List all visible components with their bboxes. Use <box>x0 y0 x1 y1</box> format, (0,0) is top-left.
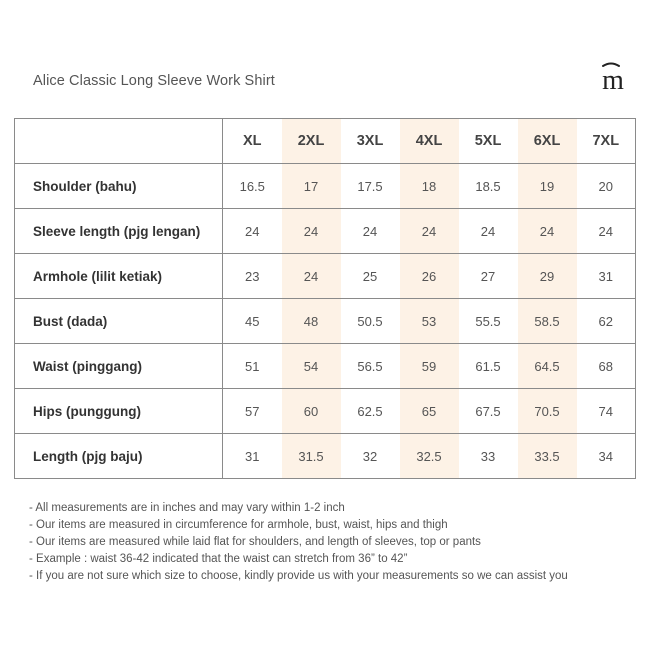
measurement-value: 51 <box>223 344 282 389</box>
measurement-label: Sleeve length (pjg lengan) <box>15 209 223 254</box>
table-row <box>15 254 636 299</box>
measurement-value: 24 <box>223 209 282 254</box>
measurement-value: 56.5 <box>341 344 400 389</box>
measurement-value: 25 <box>341 254 400 299</box>
measurement-label: Armhole (lilit ketiak) <box>15 254 223 299</box>
size-header: 7XL <box>577 119 636 164</box>
measurement-value: 57 <box>223 389 282 434</box>
measurement-value: 48 <box>282 299 341 344</box>
measurement-value: 74 <box>577 389 636 434</box>
measurement-value: 24 <box>341 209 400 254</box>
measurement-value: 62.5 <box>341 389 400 434</box>
measurement-value: 26 <box>400 254 459 299</box>
measurement-value: 32 <box>341 434 400 479</box>
measurement-value: 23 <box>223 254 282 299</box>
measurement-value: 24 <box>459 209 518 254</box>
measurement-value: 18.5 <box>459 164 518 209</box>
measurement-value: 64.5 <box>518 344 577 389</box>
size-header: 4XL <box>400 119 459 164</box>
measurement-label: Waist (pinggang) <box>15 344 223 389</box>
brand-monogram-logo <box>594 60 634 94</box>
measurement-notes <box>29 500 568 585</box>
measurement-value: 53 <box>400 299 459 344</box>
measurement-value: 31 <box>577 254 636 299</box>
measurement-value: 19 <box>518 164 577 209</box>
note-item: - Our items are measured in circumference for armhole, bust, waist, hips and thigh <box>29 519 448 531</box>
measurement-value: 32.5 <box>400 434 459 479</box>
measurement-value: 58.5 <box>518 299 577 344</box>
measurement-value: 33 <box>459 434 518 479</box>
measurement-value: 33.5 <box>518 434 577 479</box>
measurement-value: 20 <box>577 164 636 209</box>
note-item: - Example : waist 36-42 indicated that the waist can stretch from 36” to 42” <box>29 553 408 565</box>
measurement-value: 18 <box>400 164 459 209</box>
size-header: 6XL <box>518 119 577 164</box>
table-row <box>15 434 636 479</box>
measurement-value: 16.5 <box>223 164 282 209</box>
measurement-value: 31.5 <box>282 434 341 479</box>
table-row <box>15 164 636 209</box>
measurement-value: 29 <box>518 254 577 299</box>
measurement-value: 45 <box>223 299 282 344</box>
table-row <box>15 344 636 389</box>
measurement-value: 17 <box>282 164 341 209</box>
page-title: Alice Classic Long Sleeve Work Shirt <box>33 73 275 89</box>
note-item: - Our items are measured while laid flat for shoulders, and length of sleeves, top or pants <box>29 536 481 548</box>
table-row <box>15 299 636 344</box>
measurement-value: 67.5 <box>459 389 518 434</box>
size-header: 2XL <box>282 119 341 164</box>
header-corner-cell <box>15 119 223 164</box>
measurement-label: Shoulder (bahu) <box>15 164 223 209</box>
measurement-value: 24 <box>282 254 341 299</box>
measurement-value: 55.5 <box>459 299 518 344</box>
measurement-value: 65 <box>400 389 459 434</box>
measurement-value: 24 <box>518 209 577 254</box>
measurement-value: 68 <box>577 344 636 389</box>
measurement-value: 59 <box>400 344 459 389</box>
measurement-value: 24 <box>282 209 341 254</box>
note-item: - All measurements are in inches and may vary within 1-2 inch <box>29 502 345 514</box>
size-header: XL <box>223 119 282 164</box>
measurement-value: 50.5 <box>341 299 400 344</box>
size-header: 5XL <box>459 119 518 164</box>
measurement-label: Hips (punggung) <box>15 389 223 434</box>
measurement-value: 17.5 <box>341 164 400 209</box>
note-item: - If you are not sure which size to choose, kindly provide us with your measurements so we can assist you <box>29 570 568 582</box>
measurement-value: 24 <box>577 209 636 254</box>
measurement-value: 70.5 <box>518 389 577 434</box>
measurement-label: Bust (dada) <box>15 299 223 344</box>
size-chart-table <box>14 118 636 479</box>
measurement-value: 60 <box>282 389 341 434</box>
measurement-value: 54 <box>282 344 341 389</box>
measurement-value: 61.5 <box>459 344 518 389</box>
size-header: 3XL <box>341 119 400 164</box>
measurement-value: 34 <box>577 434 636 479</box>
table-row <box>15 209 636 254</box>
measurement-value: 62 <box>577 299 636 344</box>
table-row <box>15 389 636 434</box>
size-header-row <box>15 119 636 164</box>
measurement-value: 31 <box>223 434 282 479</box>
logo-letter: m <box>602 65 624 94</box>
measurement-value: 27 <box>459 254 518 299</box>
measurement-value: 24 <box>400 209 459 254</box>
measurement-label: Length (pjg baju) <box>15 434 223 479</box>
